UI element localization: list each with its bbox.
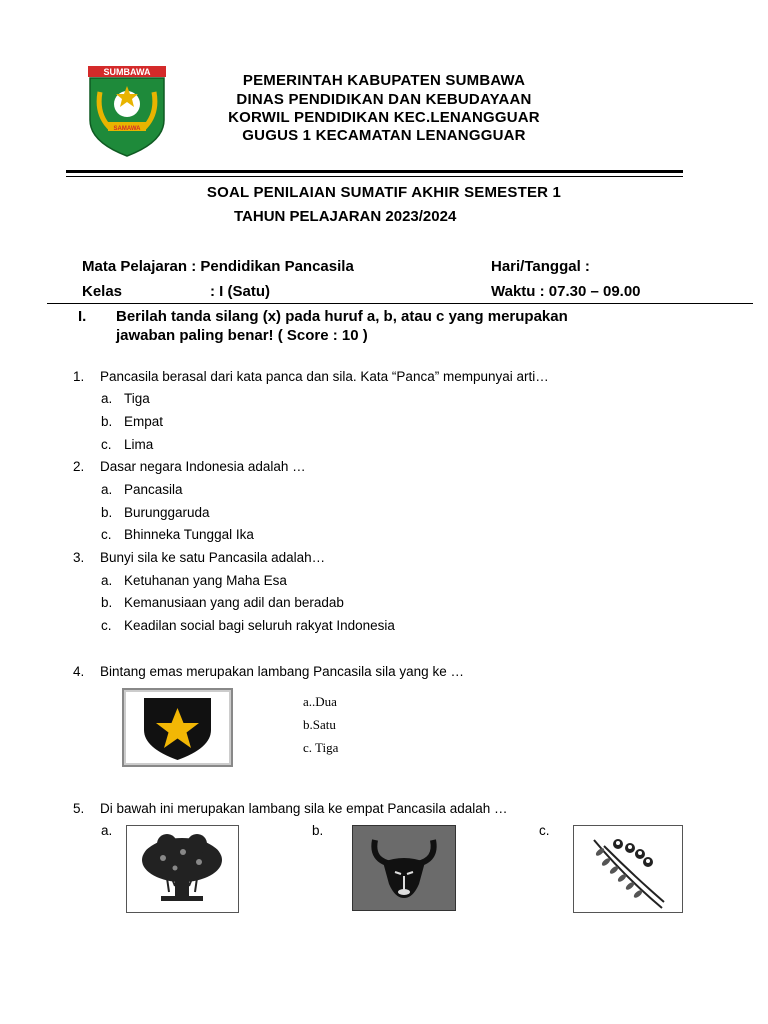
question-text: Di bawah ini merupakan lambang sila ke empat Pancasila adalah … xyxy=(100,801,508,816)
option-letter: c. xyxy=(101,618,112,633)
emblem-top-text: SUMBAWA xyxy=(103,67,151,77)
star-shield-image xyxy=(122,688,233,767)
option-text: Pancasila xyxy=(124,482,183,497)
exam-title: SOAL PENILAIAN SUMATIF AKHIR SEMESTER 1 xyxy=(206,184,562,201)
date-field: Hari/Tanggal : xyxy=(491,258,590,275)
header-line-1: PEMERINTAH KABUPATEN SUMBAWA xyxy=(242,72,526,89)
emblem-bottom-text: SAMAWA xyxy=(113,126,141,132)
letterhead-divider-thin xyxy=(66,176,683,177)
q4-option-b[interactable]: b.Satu xyxy=(303,717,336,732)
q5-option-c-image[interactable] xyxy=(573,825,683,913)
option-letter: b. xyxy=(101,414,113,429)
q5-option-b-label[interactable]: b. xyxy=(312,823,324,838)
instruction-line-1: Berilah tanda silang (x) pada huruf a, b, atau c yang merupakan xyxy=(116,308,568,325)
question-text: Bintang emas merupakan lambang Pancasila sila yang ke … xyxy=(100,664,464,679)
instruction-line-2: jawaban paling benar! ( Score : 10 ) xyxy=(116,327,368,344)
question-3 xyxy=(73,550,693,568)
info-divider xyxy=(47,303,753,304)
option-text: Kemanusiaan yang adil dan beradab xyxy=(124,595,344,610)
q5-option-c-label[interactable]: c. xyxy=(539,823,550,838)
class-value: : I (Satu) xyxy=(210,283,270,300)
option-text: Burunggaruda xyxy=(124,505,210,520)
question-text: Dasar negara Indonesia adalah … xyxy=(100,459,306,474)
option-text: Ketuhanan yang Maha Esa xyxy=(124,573,287,588)
option-letter: c. xyxy=(101,437,112,452)
exam-year: TAHUN PELAJARAN 2023/2024 xyxy=(234,208,457,225)
question-number: 2. xyxy=(73,459,85,474)
section-numeral: I. xyxy=(78,308,87,325)
header-line-2: DINAS PENDIDIKAN DAN KEBUDAYAAN xyxy=(236,91,532,108)
subject-field: Mata Pelajaran : Pendidikan Pancasila xyxy=(82,258,354,275)
star-shield-icon xyxy=(124,690,231,765)
question-4 xyxy=(73,664,693,682)
q5-option-a-image[interactable] xyxy=(126,825,239,913)
question-number: 3. xyxy=(73,550,85,565)
class-label: Kelas xyxy=(82,283,123,300)
q4-option-c[interactable]: c. Tiga xyxy=(303,740,339,755)
question-2 xyxy=(73,459,693,477)
header-line-4: GUGUS 1 KECAMATAN LENANGGUAR xyxy=(242,127,526,144)
question-number: 4. xyxy=(73,664,85,679)
question-text: Bunyi sila ke satu Pancasila adalah… xyxy=(100,550,326,565)
option-letter: b. xyxy=(101,505,113,520)
banyan-tree-icon xyxy=(127,826,238,912)
option-text: Empat xyxy=(124,414,164,429)
option-letter: b. xyxy=(101,595,113,610)
q5-option-b-image[interactable] xyxy=(352,825,456,911)
question-number: 5. xyxy=(73,801,85,816)
header-line-3: KORWIL PENDIDIKAN KEC.LENANGGUAR xyxy=(228,109,540,126)
time-field: Waktu : 07.30 – 09.00 xyxy=(491,283,641,300)
question-5 xyxy=(73,801,693,819)
option-text: Lima xyxy=(124,437,154,452)
rice-cotton-icon xyxy=(574,826,682,912)
option-text: Keadilan social bagi seluruh rakyat Indonesia xyxy=(124,618,395,633)
option-letter: c. xyxy=(101,527,112,542)
question-text: Pancasila berasal dari kata panca dan sila. Kata “Panca” mempunyai arti… xyxy=(100,369,549,384)
option-letter: a. xyxy=(101,391,113,406)
option-text: Bhinneka Tunggal Ika xyxy=(124,527,254,542)
question-1 xyxy=(73,369,693,387)
option-letter: a. xyxy=(101,573,113,588)
letterhead-divider xyxy=(66,170,683,173)
bull-head-icon xyxy=(353,826,455,910)
option-letter: a. xyxy=(101,482,113,497)
q4-option-a[interactable]: a..Dua xyxy=(303,694,337,709)
option-text: Tiga xyxy=(124,391,150,406)
q5-option-a-label[interactable]: a. xyxy=(101,823,113,838)
question-number: 1. xyxy=(73,369,85,384)
